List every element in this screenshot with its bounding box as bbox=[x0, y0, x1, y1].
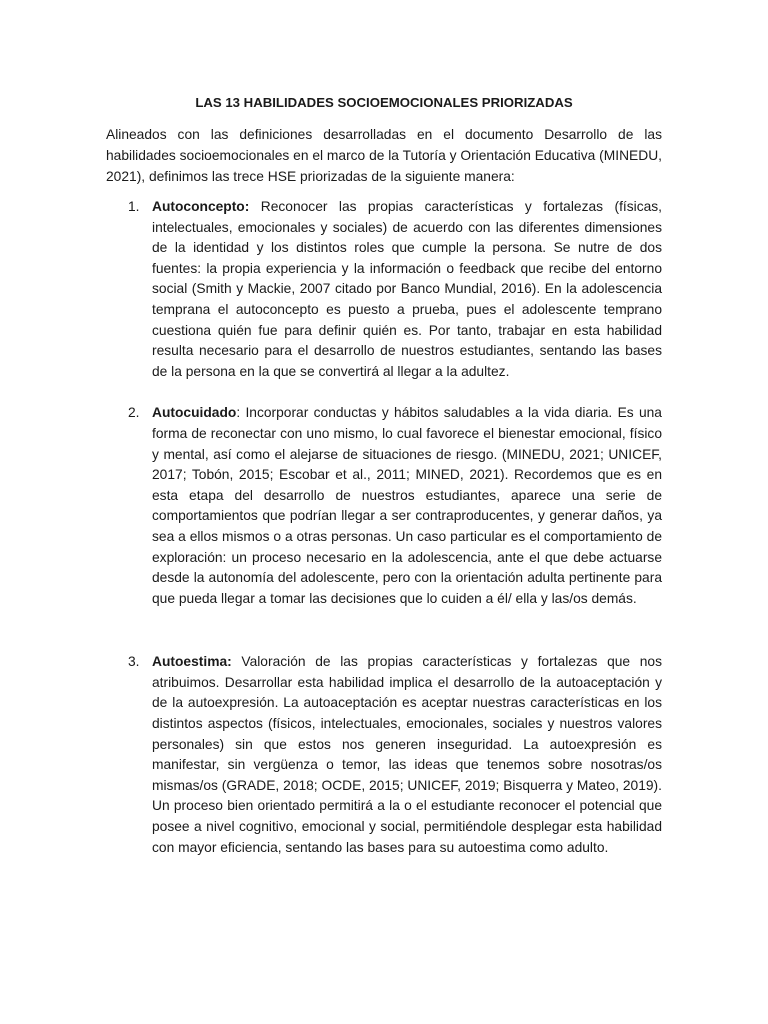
list-item-number: 2. bbox=[128, 405, 140, 421]
list-item-term: Autoconcepto: bbox=[152, 199, 250, 214]
list-item-autoestima bbox=[106, 652, 662, 858]
list-item-autoconcepto bbox=[106, 197, 662, 382]
list-item-number: 3. bbox=[128, 654, 140, 670]
list-item-term: Autocuidado bbox=[152, 405, 237, 421]
list-item-text: : Incorporar conductas y hábitos saludables a la vida diaria. Es una forma de reconectar con uno mismo, lo cual favorece el bienestar emocional, físico y mental, así como el alejarse de situaciones de riesgo. (MINEDU, 2021; UNICEF, 2017; Tobón, 2015; Escobar et al., 2011; MINED, 2021). Recordemos que es en esta etapa del desarrollo de nuestros estudiantes, aparece una serie de comportamientos que podrían llegar a ser contraproducentes, y generar daños, ya sea a ellos mismos o a otras personas. Un caso particular es el comportamiento de exploración: un proceso necesario en la adolescencia, ante el que debe actuarse desde la autonomía del adolescente, pero con la orientación adulta pertinente para que pueda llegar a tomar las decisiones que lo cuiden a él/ ella y las/os demás. bbox=[152, 405, 662, 606]
list-item-text: Reconocer las propias características y fortalezas (físicas, intelectuales, emocionales y sociales) de acuerdo con las diferentes dimensiones de la identidad y los distintos roles que cumple la persona. Se nutre de dos fuentes: la propia experiencia y la información o feedback que recibe del entorno social (Smith y Mackie, 2007 citado por Banco Mundial, 2016). En la adolescencia temprana el autoconcepto es puesto a prueba, pues el adolescente temprano cuestiona quién fue para definir quién es. Por tanto, trabajar en esta habilidad resulta necesario para el desarrollo de nuestros estudiantes, sentando las bases de la persona en la que se convertirá al llegar a la adultez. bbox=[152, 199, 662, 379]
list-item-autocuidado bbox=[106, 403, 662, 609]
skills-list bbox=[106, 197, 662, 858]
list-item-term: Autoestima: bbox=[152, 654, 232, 670]
list-item-text: Valoración de las propias características y fortalezas que nos atribuimos. Desarrollar esta habilidad implica el desarrollo de la autoaceptación y de la autoexpresión. La autoaceptación es aceptar nuestras características en los distintos aspectos (físicos, intelectuales, emocionales, sociales y nuestros valores personales) sin que estos nos generen inseguridad. La autoexpresión es manifestar, sin vergüenza o temor, las ideas que tenemos sobre nosotras/os mismas/os (GRADE, 2018; OCDE, 2015; UNICEF, 2019; Bisquerra y Mateo, 2019). Un proceso bien orientado permitirá a la o el estudiante reconocer el potencial que posee a nivel cognitivo, emocional y social, permitiéndole desplegar esta habilidad con mayor eficiencia, sentando las bases para su autoestima como adulto. bbox=[152, 654, 662, 855]
intro-paragraph: Alineados con las definiciones desarrolladas en el documento Desarrollo de las habilidades socioemocionales en el marco de la Tutoría y Orientación Educativa (MINEDU, 2021), definimos las trece HSE priorizadas de la siguiente manera: bbox=[106, 127, 662, 184]
document-title: LAS 13 HABILIDADES SOCIOEMOCIONALES PRIORIZADAS bbox=[195, 95, 573, 110]
list-item-number: 1. bbox=[128, 199, 140, 214]
